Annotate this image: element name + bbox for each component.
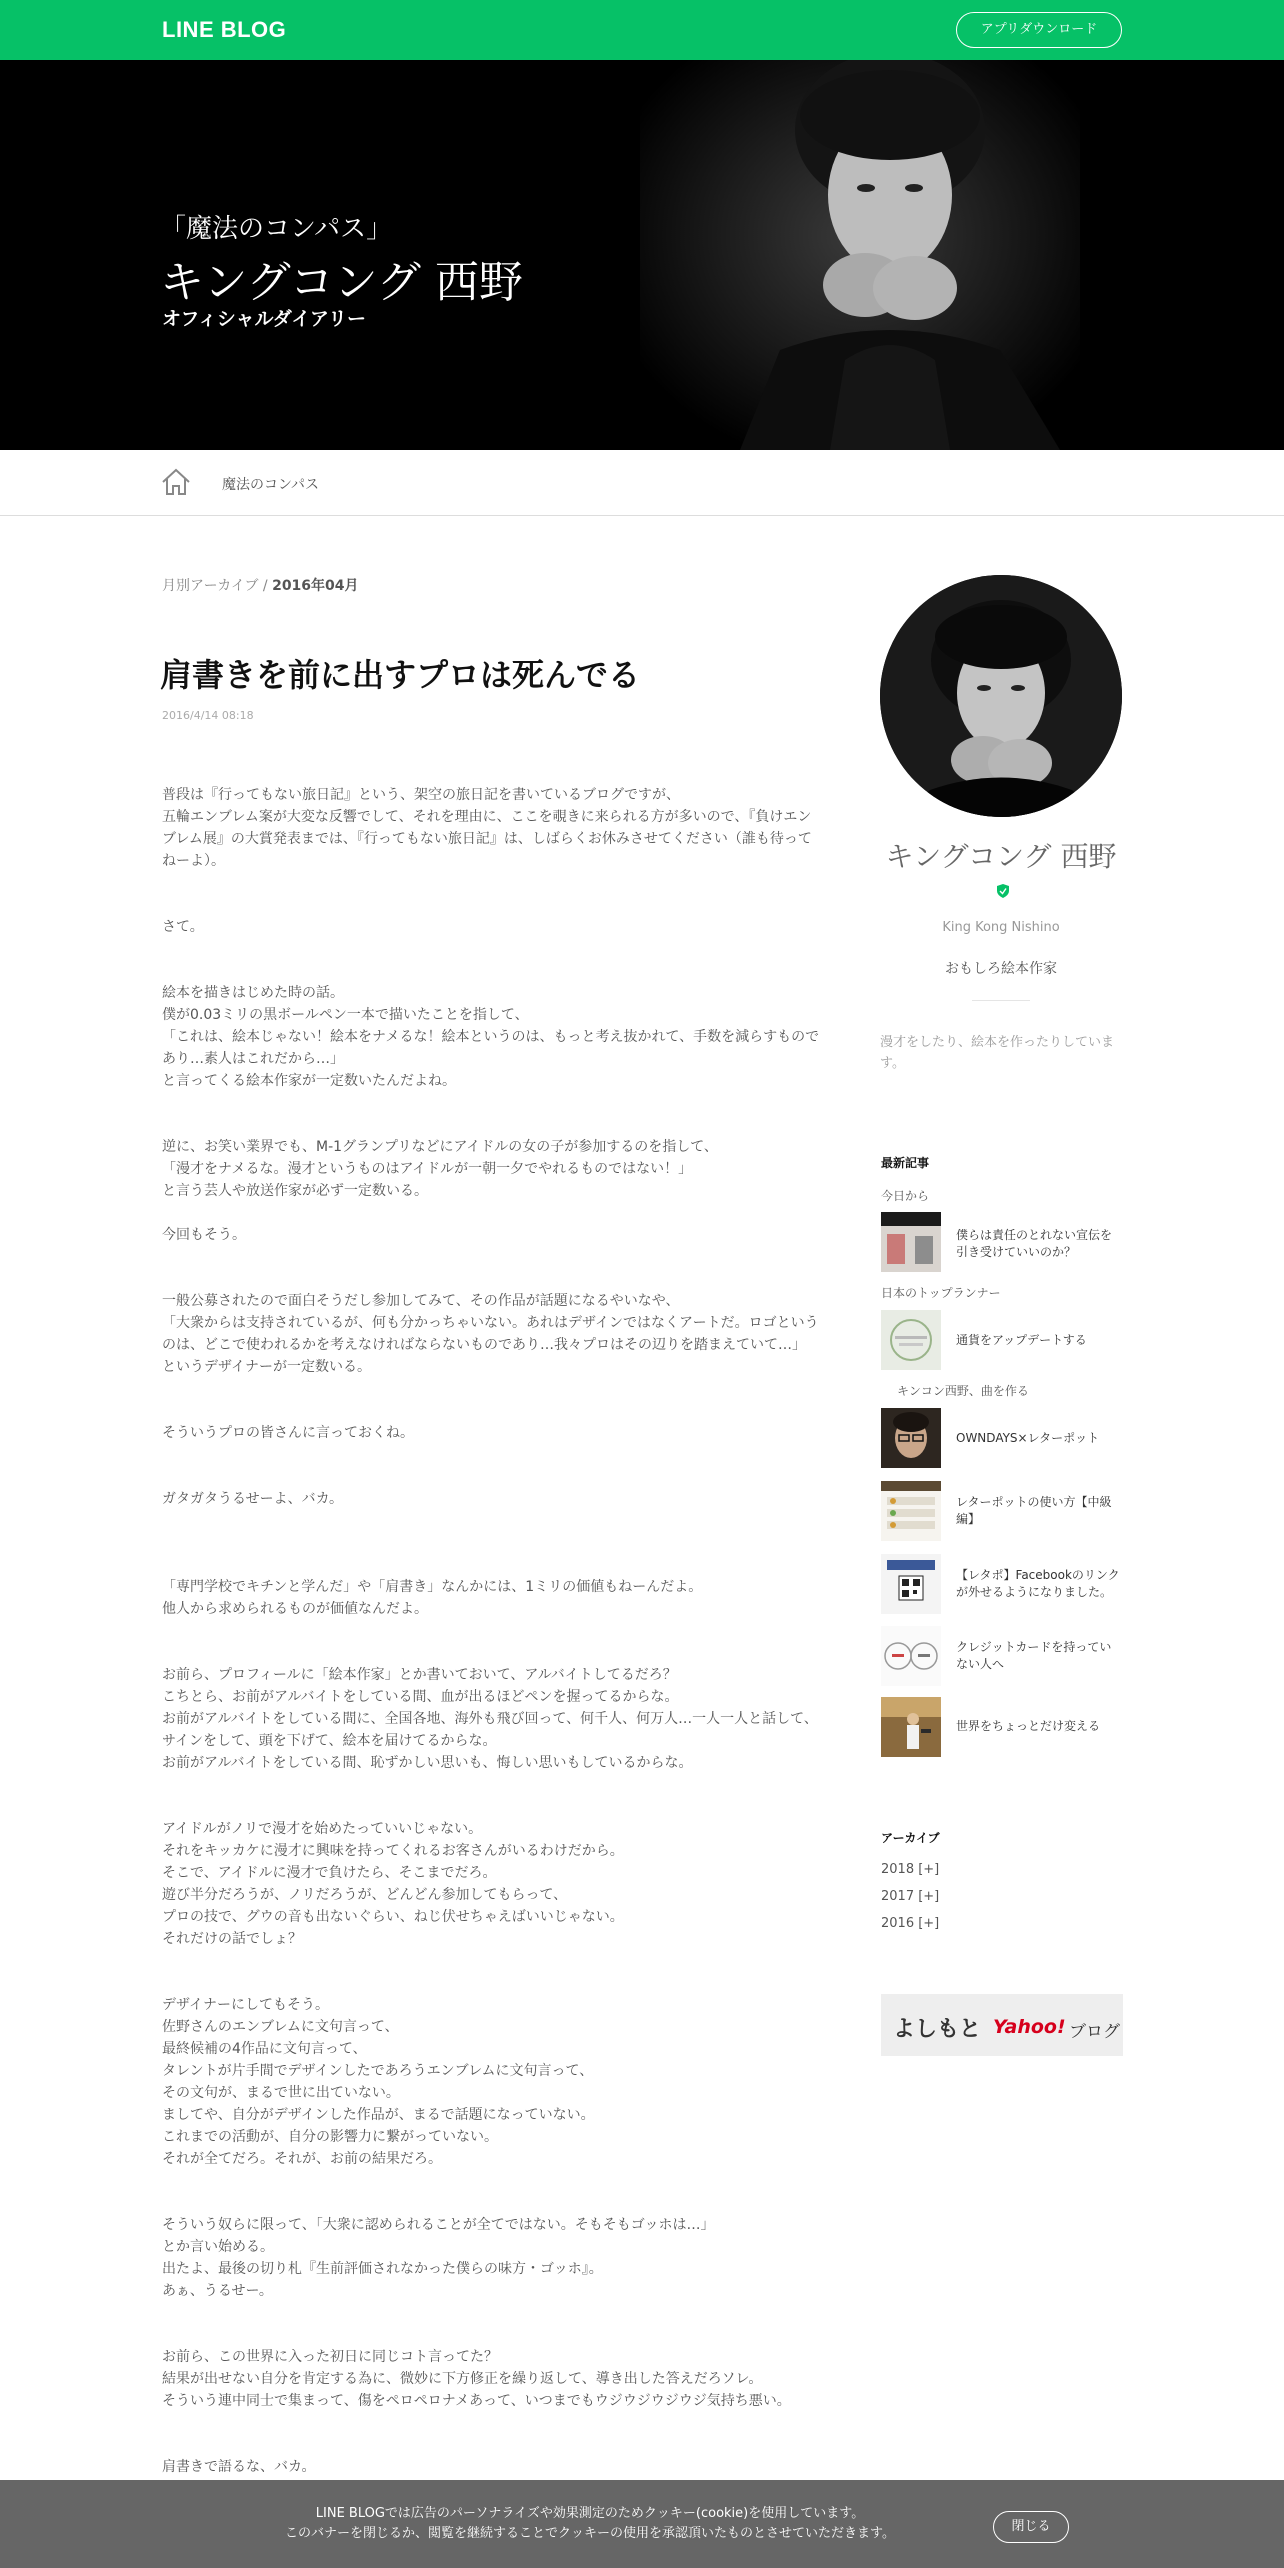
recent-category-label[interactable]: キンコン西野、曲を作る [897, 1384, 1029, 1398]
author-name[interactable]: キングコング 西野 [885, 840, 1117, 873]
banner-blog-text: ブログ [1069, 2022, 1120, 2042]
article-text-line: とか言い始める。 [162, 2239, 274, 2255]
paragraph-spacer [162, 1620, 822, 1664]
article-paragraph [162, 1994, 822, 2170]
cookie-notice-line: このバナーを閉じるか、閲覧を継続することでクッキーの使用を承認頂いたものとさせていただきます。 [285, 2526, 895, 2541]
top-bar [0, 0, 1284, 60]
article-text-line: お前がアルバイトをしている間に、全国各地、海外も飛び回って、何千人、何万人…一人一人と話して、サインをして、頭を下げて、絵本を届けてるからな。 [162, 1711, 818, 1749]
recent-post-link[interactable]: 通貨をアップデートする [956, 1333, 1087, 1347]
article-paragraph [162, 1136, 822, 1202]
article-paragraph [162, 2346, 822, 2412]
article-paragraph [162, 1576, 822, 1620]
article-text-line: 出たよ、最後の切り札『生前評価されなかった僕らの味方・ゴッホ』。 [162, 2261, 603, 2277]
cookie-consent-banner [0, 2480, 1284, 2568]
banner-yoshimoto-text: よしもと [893, 2017, 982, 2042]
cookie-notice-line: LINE BLOGでは広告のパーソナライズや効果測定のためクッキー(cookie)を使用しています。 [315, 2506, 865, 2521]
article-text-line: 他人から求められるものが価値なんだよ。 [162, 1601, 428, 1617]
article-paragraph [162, 1224, 822, 1246]
article-text-line: それが全てだろ。それが、お前の結果だろ。 [162, 2151, 442, 2167]
article-text-line: アイドルがノリで漫才を始めたっていいじゃない。 [162, 1821, 483, 1837]
article-text-line: 佐野さんのエンブレムに文句言って、 [162, 2019, 399, 2035]
post-thumbnail[interactable] [881, 1310, 941, 1370]
article-text-line: デザイナーにしてもそう。 [162, 1997, 330, 2013]
recent-posts-title: 最新記事 [881, 1156, 930, 1170]
home-icon[interactable] [160, 467, 192, 497]
article-text-line: 僕が0.03ミリの黒ボールペン一本で描いたことを指して、 [162, 1007, 529, 1023]
article-text-line: 今回もそう。 [162, 1227, 246, 1243]
article-text-line: 逆に、お笑い業界でも、M-1グランプリなどにアイドルの女の子が参加するのを指して、 [162, 1139, 718, 1155]
article-text-line: 最終候補の4作品に文句言って、 [162, 2041, 367, 2057]
cookie-notice-text [180, 2504, 1000, 2544]
article-text-line: 普段は『行ってもない旅日記』という、架空の旅日記を書いているブログですが、 [162, 787, 680, 803]
article-text-line: 五輪エンブレム案が大変な反響でして、それを理由に、ここを覗きに来られる方が多いので、『負けエンブレム展』の大賞発表までは、『行ってもない旅日記』は、しばらくお休みさせてください（誰も待ってねーよ）。 [162, 809, 812, 869]
article-text-line: と言ってくる絵本作家が一定数いたんだよね。 [162, 1073, 456, 1089]
archive-breadcrumb [162, 575, 359, 595]
article-text-line: ましてや、自分がデザインした作品が、まるで話題になっていない。 [162, 2107, 595, 2123]
article-title[interactable]: 肩書きを前に出すプロは死んでる [160, 656, 641, 694]
recent-category-label[interactable]: 日本のトップランナー [881, 1286, 1001, 1300]
article-text-line: そういうプロの皆さんに言っておくね。 [162, 1425, 414, 1441]
paragraph-spacer [162, 872, 822, 916]
paragraph-spacer [162, 1510, 822, 1576]
article-text-line: 結果が出せない自分を肯定する為に、微妙に下方修正を繰り返して、導き出した答えだろソレ。 [162, 2371, 763, 2387]
archive-year-link[interactable]: 2017 [+] [881, 1889, 940, 1904]
article-paragraph [162, 1664, 822, 1774]
archive-crumb-prefix: 月別アーカイブ / [162, 578, 273, 594]
paragraph-spacer [162, 938, 822, 982]
post-thumbnail[interactable] [881, 1408, 941, 1468]
article-text-line: それだけの話でしょ？ [162, 1931, 302, 1947]
paragraph-spacer [162, 1444, 822, 1488]
article-text-line: お前ら、プロフィールに「絵本作家」とか書いておいて、アルバイトしてるだろ？ [162, 1667, 677, 1683]
article-text-line: これまでの活動が、自分の影響力に繋がっていない。 [162, 2129, 498, 2145]
article-text-line: タレントが片手間でデザインしたであろうエンブレムに文句言って、 [162, 2063, 594, 2079]
article-text-line: 絵本を描きはじめた時の話。 [162, 985, 344, 1001]
article-paragraph [162, 784, 822, 872]
app-download-button[interactable]: アプリダウンロード [956, 12, 1122, 48]
article-text-line: 「大衆からは支持されているが、何も分かっちゃいない。あれはデザインではなくアートだ。ロゴというのは、どこで使われるかを考えなければならないものであり…我々プロはその辺りを踏まえていて…」 [162, 1315, 819, 1353]
verified-badge-icon [997, 884, 1009, 898]
article-text-line: ガタガタうるせーよ、バカ。 [162, 1491, 344, 1507]
hero-portrait-image [640, 60, 1080, 450]
article-paragraph [162, 2214, 822, 2302]
line-blog-logo[interactable]: LINE BLOG [162, 17, 287, 42]
article-text-line: そういう連中同士で集まって、傷をペロペロナメあって、いつまでもウジウジウジウジ気持ち悪い。 [162, 2393, 791, 2409]
paragraph-spacer [162, 2412, 822, 2456]
recent-post-link[interactable]: OWNDAYS×レターポット [956, 1431, 1100, 1445]
paragraph-spacer [162, 1092, 822, 1136]
recent-post-link[interactable]: 僕らは責任のとれない宣伝を引き受けていいのか？ [956, 1228, 1113, 1259]
yoshimoto-yahoo-blog-banner[interactable] [881, 1994, 1123, 2056]
recent-post-link[interactable]: クレジットカードを持っていない人へ [956, 1640, 1112, 1671]
article-text-line: プロの技で、グウの音も出ないぐらい、ねじ伏せちゃえばいいじゃない。 [162, 1909, 624, 1925]
article-text-line: 「これは、絵本じゃない！絵本をナメるな！絵本というのは、もっと考え抜かれて、手数を減らすものであり…素人はこれだから…」 [162, 1029, 820, 1067]
hero-title: キングコング 西野 [160, 257, 523, 308]
archive-crumb-month[interactable]: 2016年04月 [272, 578, 359, 594]
article-body [162, 784, 822, 2500]
post-thumbnail[interactable] [881, 1626, 941, 1686]
article-text-line: 「専門学校でキチンと学んだ」や「肩書き」なんかには、1ミリの価値もねーんだよ。 [162, 1579, 703, 1595]
profile-divider [972, 1000, 1030, 1001]
article-text-line: さて。 [162, 919, 204, 935]
article-text-line: と言う芸人や放送作家が必ず一定数いる。 [162, 1183, 428, 1199]
article-text-line: あぁ、うるせー。 [162, 2283, 273, 2299]
article-paragraph [162, 1290, 822, 1378]
article-text-line: そこで、アイドルに漫才で負けたら、そこまでだろ。 [162, 1865, 497, 1881]
article-text-line: 遊び半分だろうが、ノリだろうが、どんどん参加してもらって、 [162, 1887, 568, 1903]
hero-subtitle: オフィシャルダイアリー [162, 308, 367, 330]
article-text-line: 肩書きで語るな、バカ。 [162, 2459, 316, 2475]
paragraph-spacer [162, 1246, 822, 1290]
article-text-line: お前ら、この世界に入った初日に同じコト言ってた？ [162, 2349, 498, 2365]
article-paragraph [162, 982, 822, 1092]
article-text-line: こちとら、お前がアルバイトをしている間、血が出るほどペンを握ってるからな。 [162, 1689, 679, 1705]
paragraph-spacer [162, 1950, 822, 1994]
paragraph-spacer [162, 1774, 822, 1818]
archive-title: アーカイブ [881, 1831, 940, 1845]
article-text-line: その文句が、まるで世に出ていない。 [162, 2085, 400, 2101]
article-date: 2016/4/14 08:18 [162, 709, 254, 722]
hero-banner [0, 60, 1284, 450]
article-paragraph [162, 916, 822, 938]
nav-blog-home-link[interactable]: 魔法のコンパス [222, 477, 320, 493]
paragraph-spacer [162, 1378, 822, 1422]
article-text-line: それをキッカケに漫才に興味を持ってくれるお客さんがいるわけだから。 [162, 1843, 624, 1859]
article-text-line: お前がアルバイトをしている間、恥ずかしい思いも、悔しい思いもしているからな。 [162, 1755, 693, 1771]
article-paragraph [162, 1422, 822, 1444]
article-text-line: そういう奴らに限って、「大衆に認められることが全てではない。そもそもゴッホは…」 [162, 2217, 715, 2233]
author-description: 漫才をしたり、絵本を作ったりしています。 [880, 1035, 1115, 1071]
article-paragraph [162, 1488, 822, 1510]
recent-post-link[interactable]: 【レタポ】Facebookのリンクが外せるようになりました。 [956, 1568, 1120, 1599]
paragraph-spacer [162, 2302, 822, 2346]
breadcrumb-nav [0, 450, 1284, 516]
paragraph-spacer [162, 1202, 822, 1224]
recent-post-link[interactable]: レターポットの使い方【中級編】 [956, 1495, 1112, 1526]
article-paragraph [162, 1818, 822, 1950]
hero-catchphrase: 「魔法のコンパス」 [160, 214, 393, 244]
post-thumbnail[interactable] [881, 1697, 941, 1757]
recent-post-link[interactable]: 世界をちょっとだけ変える [956, 1719, 1101, 1733]
article-text-line: というデザイナーが一定数いる。 [162, 1359, 372, 1375]
paragraph-spacer [162, 2170, 822, 2214]
archive-year-link[interactable]: 2018 [+] [881, 1862, 940, 1877]
cookie-close-button[interactable]: 閉じる [993, 2511, 1069, 2543]
author-name-english: King Kong Nishino [942, 920, 1060, 935]
post-thumbnail[interactable] [881, 1212, 941, 1272]
post-thumbnail[interactable] [881, 1481, 941, 1541]
article-text-line: 一般公募されたので面白そうだし参加してみて、その作品が話題になるやいなや、 [162, 1293, 680, 1309]
post-thumbnail[interactable] [881, 1554, 941, 1614]
archive-year-link[interactable]: 2016 [+] [881, 1916, 940, 1931]
article-text-line: 「漫才をナメるな。漫才というものはアイドルが一朝一夕でやれるものではない！」 [162, 1161, 693, 1177]
banner-yahoo-text: Yahoo! [993, 2016, 1066, 2038]
author-avatar[interactable] [880, 575, 1122, 817]
recent-category-label[interactable]: 今日から [881, 1189, 930, 1203]
author-role: おもしろ絵本作家 [945, 961, 1057, 977]
